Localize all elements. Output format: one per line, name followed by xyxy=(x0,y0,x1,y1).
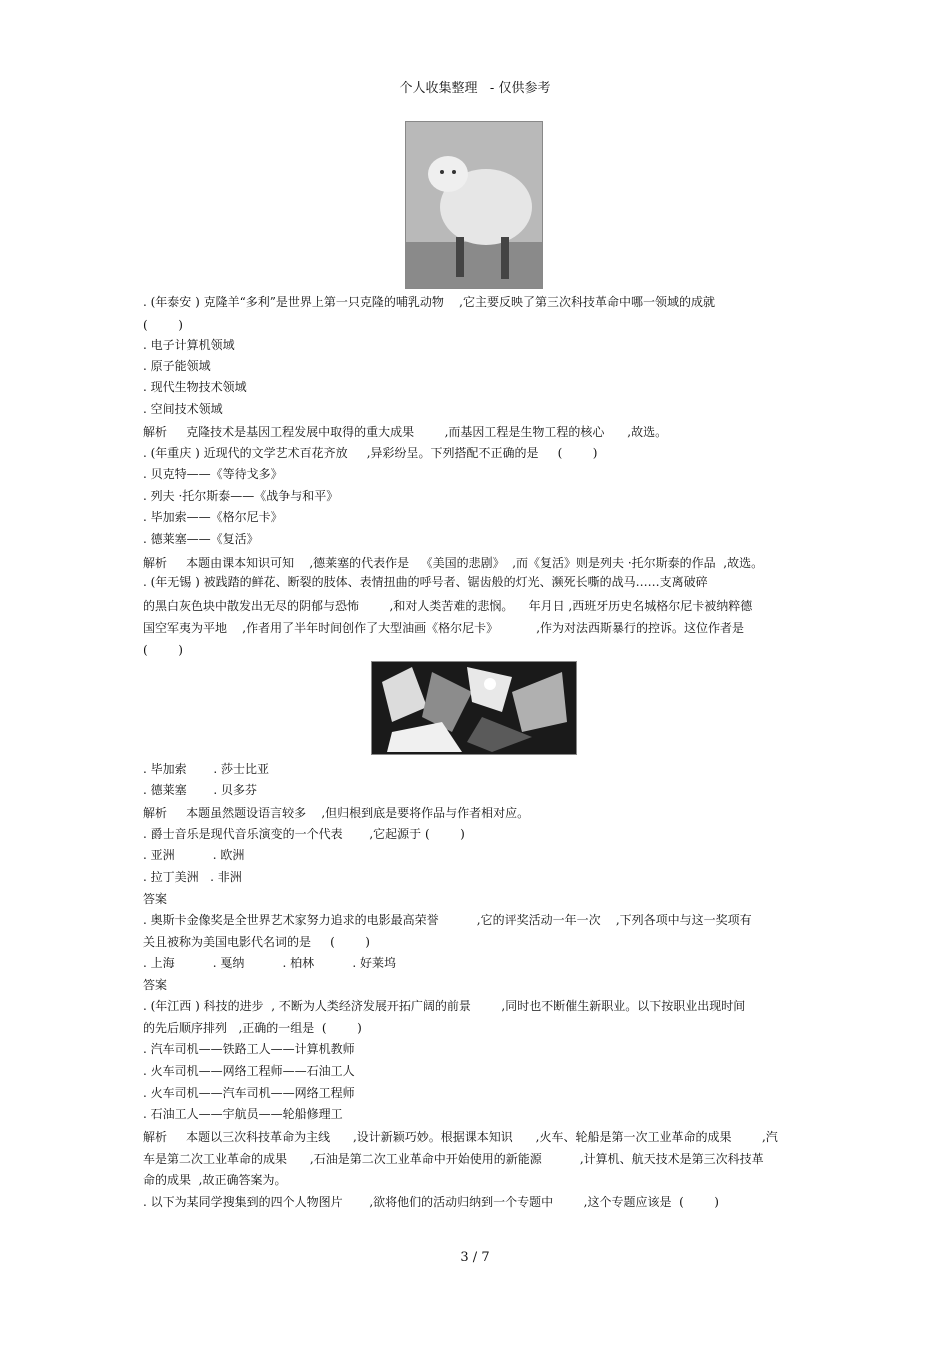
text-line: 答案 xyxy=(143,892,168,906)
text-line: . (年江西 ) 科技的进步 , 不断为人类经济发展开拓广阔的前景 ,同时也不断催生新职业。以下按职业出现时间 xyxy=(143,999,746,1013)
text-line: . 上海 . 戛纳 . 柏林 . 好莱坞 xyxy=(143,956,396,970)
page-number: 3 / 7 xyxy=(460,1250,490,1265)
text-line: 的黑白灰色块中散发出无尽的阴郁与恐怖 ,和对人类苦难的悲悯。 年月日 ,西班牙历史名城格尔尼卡被纳粹德 xyxy=(143,599,753,613)
text-line: . 拉丁美洲 . 非洲 xyxy=(143,870,242,884)
text-line: . 德莱塞——《复活》 xyxy=(143,532,259,546)
page-header: 个人收集整理 - 仅供参考 xyxy=(399,81,551,96)
text-line: 解析 本题虽然题设语言较多 ,但归根到底是要将作品与作者相对应。 xyxy=(143,806,530,820)
text-line: . 原子能领域 xyxy=(143,359,211,373)
text-line: 关且被称为美国电影代名词的是 ( ) xyxy=(143,935,370,949)
text-line: . 列夫 ·托尔斯泰——《战争与和平》 xyxy=(143,489,339,503)
text-line: 答案 xyxy=(143,978,168,992)
text-line: . 毕加索——《格尔尼卡》 xyxy=(143,510,283,524)
text-line: . (年重庆 ) 近现代的文学艺术百花齐放 ,异彩纷呈。下列搭配不正确的是 ( ) xyxy=(143,446,598,460)
guernica-painting xyxy=(371,661,577,755)
text-line: . 爵士音乐是现代音乐演变的一个代表 ,它起源于 ( ) xyxy=(143,827,465,841)
text-line: ( ) xyxy=(143,318,183,332)
text-line: . 电子计算机领域 xyxy=(143,338,235,352)
text-line: . (年泰安 ) 克隆羊“多利”是世界上第一只克隆的哺乳动物 ,它主要反映了第三次科技革命中哪一领域的成就 xyxy=(143,295,715,309)
text-line: 的先后顺序排列 ,正确的一组是 ( ) xyxy=(143,1021,362,1035)
text-line: . 火车司机——汽车司机——网络工程师 xyxy=(143,1086,355,1100)
text-line: . 奥斯卡金像奖是全世界艺术家努力追求的电影最高荣誉 ,它的评奖活动一年一次 ,下列各项中与这一奖项有 xyxy=(143,913,752,927)
text-line: 命的成果 ,故正确答案为。 xyxy=(143,1173,287,1187)
text-line: . 现代生物技术领域 xyxy=(143,380,247,394)
text-line: . 毕加索 . 莎士比亚 xyxy=(143,762,269,776)
text-line: . 亚洲 . 欧洲 xyxy=(143,848,245,862)
text-line: 解析 本题以三次科技革命为主线 ,设计新颖巧妙。根据课本知识 ,火车、轮船是第一次工业革命的成果 ,汽 xyxy=(143,1130,778,1144)
text-line: 国空军夷为平地 ,作者用了半年时间创作了大型油画《格尔尼卡》 ,作为对法西斯暴行的控诉。这位作者是 xyxy=(143,621,745,635)
text-line: . 火车司机——网络工程师——石油工人 xyxy=(143,1064,355,1078)
text-line: 车是第二次工业革命的成果 ,石油是第二次工业革命中开始使用的新能源 ,计算机、航天技术是第三次科技革 xyxy=(143,1152,764,1166)
text-line: . 汽车司机——铁路工人——计算机教师 xyxy=(143,1042,355,1056)
sheep-photo xyxy=(405,121,543,289)
text-line: 解析 克隆技术是基因工程发展中取得的重大成果 ,而基因工程是生物工程的核心 ,故选。 xyxy=(143,425,668,439)
text-line: . 德莱塞 . 贝多芬 xyxy=(143,783,257,797)
text-line: . (年无锡 ) 被践踏的鲜花、断裂的肢体、表情扭曲的呼号者、锯齿般的灯光、濒死长嘶的战马……支离破碎 xyxy=(143,575,708,589)
text-line: . 以下为某同学搜集到的四个人物图片 ,欲将他们的活动归纳到一个专题中 ,这个专题应该是 ( ) xyxy=(143,1195,719,1209)
text-line: . 贝克特——《等待戈多》 xyxy=(143,467,283,481)
text-line: . 空间技术领域 xyxy=(143,402,223,416)
text-line: ( ) xyxy=(143,643,183,657)
text-line: . 石油工人——宇航员——轮船修理工 xyxy=(143,1107,343,1121)
text-line: 解析 本题由课本知识可知 ,德莱塞的代表作是 《美国的悲剧》 ,而《复活》则是列夫 ·托尔斯泰的作品 ,故选。 xyxy=(143,556,764,570)
